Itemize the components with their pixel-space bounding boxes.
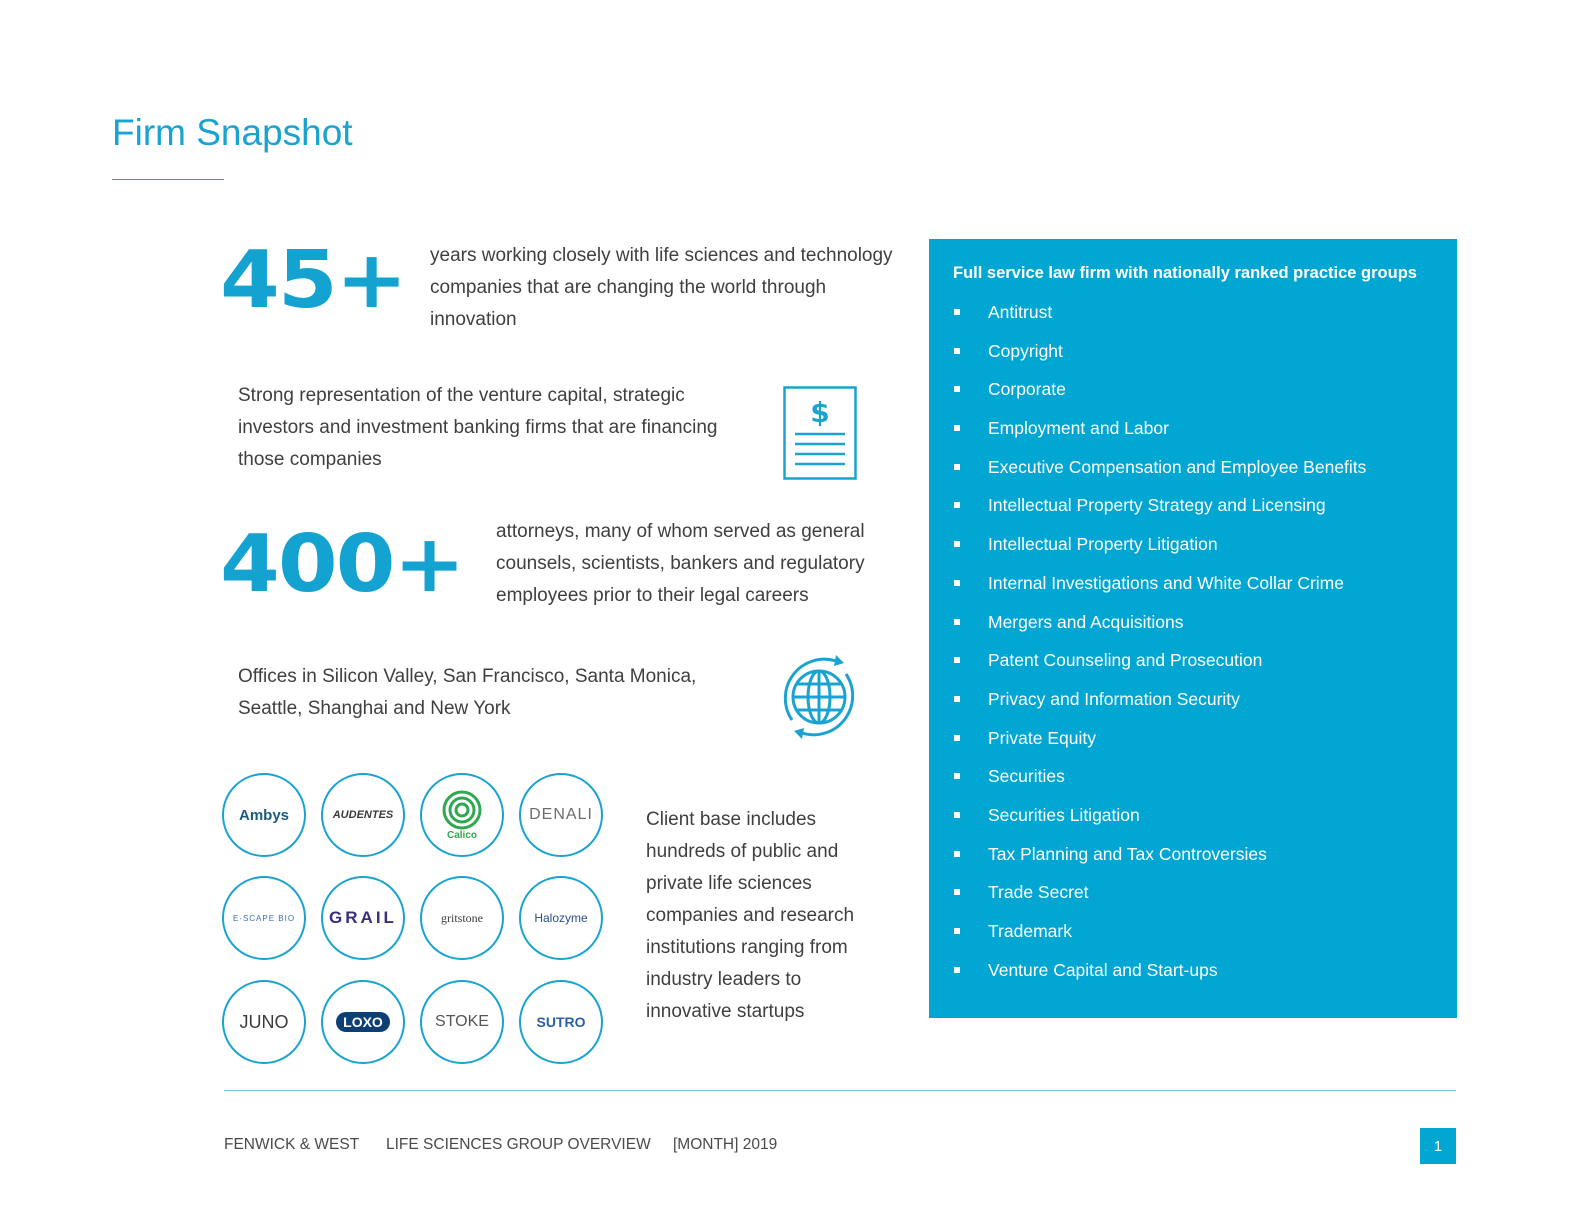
page-number: 1 <box>1420 1128 1456 1164</box>
practice-group-label: Private Equity <box>988 727 1096 748</box>
client-logo <box>420 980 504 1064</box>
client-logo-label: JUNO <box>239 1011 289 1032</box>
calico-spiral-icon <box>442 790 482 830</box>
square-bullet-icon <box>954 696 960 702</box>
practice-groups-list <box>953 297 1366 993</box>
practice-group-item <box>953 955 1366 994</box>
practice-group-item <box>953 761 1366 800</box>
square-bullet-icon <box>954 773 960 779</box>
practice-group-label: Trademark <box>988 921 1072 941</box>
practice-group-label: Securities <box>988 766 1065 787</box>
square-bullet-icon <box>954 348 960 354</box>
practice-group-label: Mergers and Acquisitions <box>988 611 1184 632</box>
globe-icon <box>776 654 862 740</box>
practice-group-item <box>953 916 1366 955</box>
square-bullet-icon <box>954 619 960 625</box>
square-bullet-icon <box>954 425 960 431</box>
stat-years-text: years working closely with life sciences and technology companies that are changing the world through innovation <box>430 245 893 330</box>
practice-group-item <box>953 529 1366 568</box>
client-logo <box>222 980 306 1064</box>
square-bullet-icon <box>954 967 960 973</box>
practice-group-label: Executive Compensation and Employee Benefits <box>988 456 1367 477</box>
client-logo-label: GRAIL <box>329 908 397 927</box>
practice-group-label: Copyright <box>988 340 1063 361</box>
practice-group-item <box>953 568 1366 607</box>
client-logo <box>519 773 603 857</box>
client-logo-label: LOXO <box>336 1012 390 1032</box>
practice-group-item <box>953 452 1366 491</box>
practice-group-label: Intellectual Property Litigation <box>988 534 1218 555</box>
stat-attorneys-text: attorneys, many of whom served as general counsels, scientists, bankers and regulatory employees prior to their legal careers <box>496 521 865 606</box>
practice-group-label: Venture Capital and Start-ups <box>988 959 1218 980</box>
client-logo <box>321 773 405 857</box>
client-logo-label: Halozyme <box>534 911 588 925</box>
page-title: Firm Snapshot <box>112 112 353 153</box>
practice-group-item <box>953 413 1366 452</box>
client-logo-label: E·SCAPE BIO <box>232 913 296 923</box>
practice-group-label: Tax Planning and Tax Controversies <box>988 843 1267 864</box>
square-bullet-icon <box>954 580 960 586</box>
practice-group-label: Employment and Labor <box>988 418 1169 439</box>
client-logo-label: Ambys <box>238 806 290 824</box>
footer-document-title: LIFE SCIENCES GROUP OVERVIEW <box>386 1136 651 1153</box>
practice-group-item <box>953 877 1366 916</box>
stat-attorneys-number: 400+ <box>220 518 464 611</box>
client-logo <box>420 876 504 960</box>
square-bullet-icon <box>954 386 960 392</box>
practice-group-item <box>953 490 1366 529</box>
square-bullet-icon <box>954 851 960 857</box>
client-logo <box>222 773 306 857</box>
client-logo <box>420 773 504 857</box>
client-logo-label: SUTRO <box>536 1014 586 1030</box>
square-bullet-icon <box>954 735 960 741</box>
practice-group-label: Internal Investigations and White Collar Crime <box>988 572 1344 593</box>
square-bullet-icon <box>954 309 960 315</box>
square-bullet-icon <box>954 812 960 818</box>
dollar-document-icon <box>783 386 857 480</box>
client-logo-label: STOKE <box>435 1013 489 1030</box>
practice-groups-panel <box>929 239 1457 1018</box>
stat-years-number: 45+ <box>220 234 406 327</box>
client-logo <box>519 980 603 1064</box>
practice-group-item <box>953 374 1366 413</box>
footer-date: [MONTH] 2019 <box>673 1136 778 1153</box>
client-base-text: Client base includes hundreds of public and private life sciences companies and research institutions ranging from industry leaders to innovative startups <box>646 809 855 1022</box>
footer-divider <box>224 1090 1456 1091</box>
offices-text: Offices in Silicon Valley, San Francisco, Santa Monica, Seattle, Shanghai and New York <box>238 666 697 719</box>
client-logo <box>222 876 306 960</box>
client-logo <box>519 876 603 960</box>
square-bullet-icon <box>954 541 960 547</box>
practice-group-label: Intellectual Property Strategy and Licensing <box>988 495 1326 516</box>
square-bullet-icon <box>954 657 960 663</box>
practice-group-label: Corporate <box>988 379 1066 400</box>
practice-group-item <box>953 607 1366 646</box>
practice-group-item <box>953 297 1366 336</box>
practice-group-label: Antitrust <box>988 302 1053 322</box>
practice-group-label: Securities Litigation <box>988 804 1140 825</box>
practice-group-item <box>953 839 1366 878</box>
practice-group-label: Privacy and Information Security <box>988 688 1240 709</box>
practice-group-item <box>953 800 1366 839</box>
practice-groups-heading: Full service law firm with nationally ranked practice groups <box>953 264 1417 282</box>
client-logo-label: AUDENTES <box>332 809 394 821</box>
venture-capital-text: Strong representation of the venture capital, strategic investors and investment banking firms that are financing those companies <box>238 385 718 470</box>
title-underline <box>112 179 224 180</box>
practice-group-label: Trade Secret <box>988 882 1089 903</box>
practice-group-item <box>953 645 1366 684</box>
client-logo <box>321 980 405 1064</box>
square-bullet-icon <box>954 928 960 934</box>
client-logo-label: DENALI <box>529 806 593 823</box>
practice-group-item <box>953 336 1366 375</box>
client-logo-label: Calico <box>446 829 477 841</box>
footer-firm-name: FENWICK & WEST <box>224 1136 360 1153</box>
practice-group-item <box>953 684 1366 723</box>
svg-text:$: $ <box>810 396 830 429</box>
client-logo <box>321 876 405 960</box>
practice-group-label: Patent Counseling and Prosecution <box>988 650 1263 671</box>
square-bullet-icon <box>954 502 960 508</box>
practice-group-item <box>953 723 1366 762</box>
client-logo-label: gritstone <box>441 910 483 925</box>
square-bullet-icon <box>954 464 960 470</box>
square-bullet-icon <box>954 889 960 895</box>
